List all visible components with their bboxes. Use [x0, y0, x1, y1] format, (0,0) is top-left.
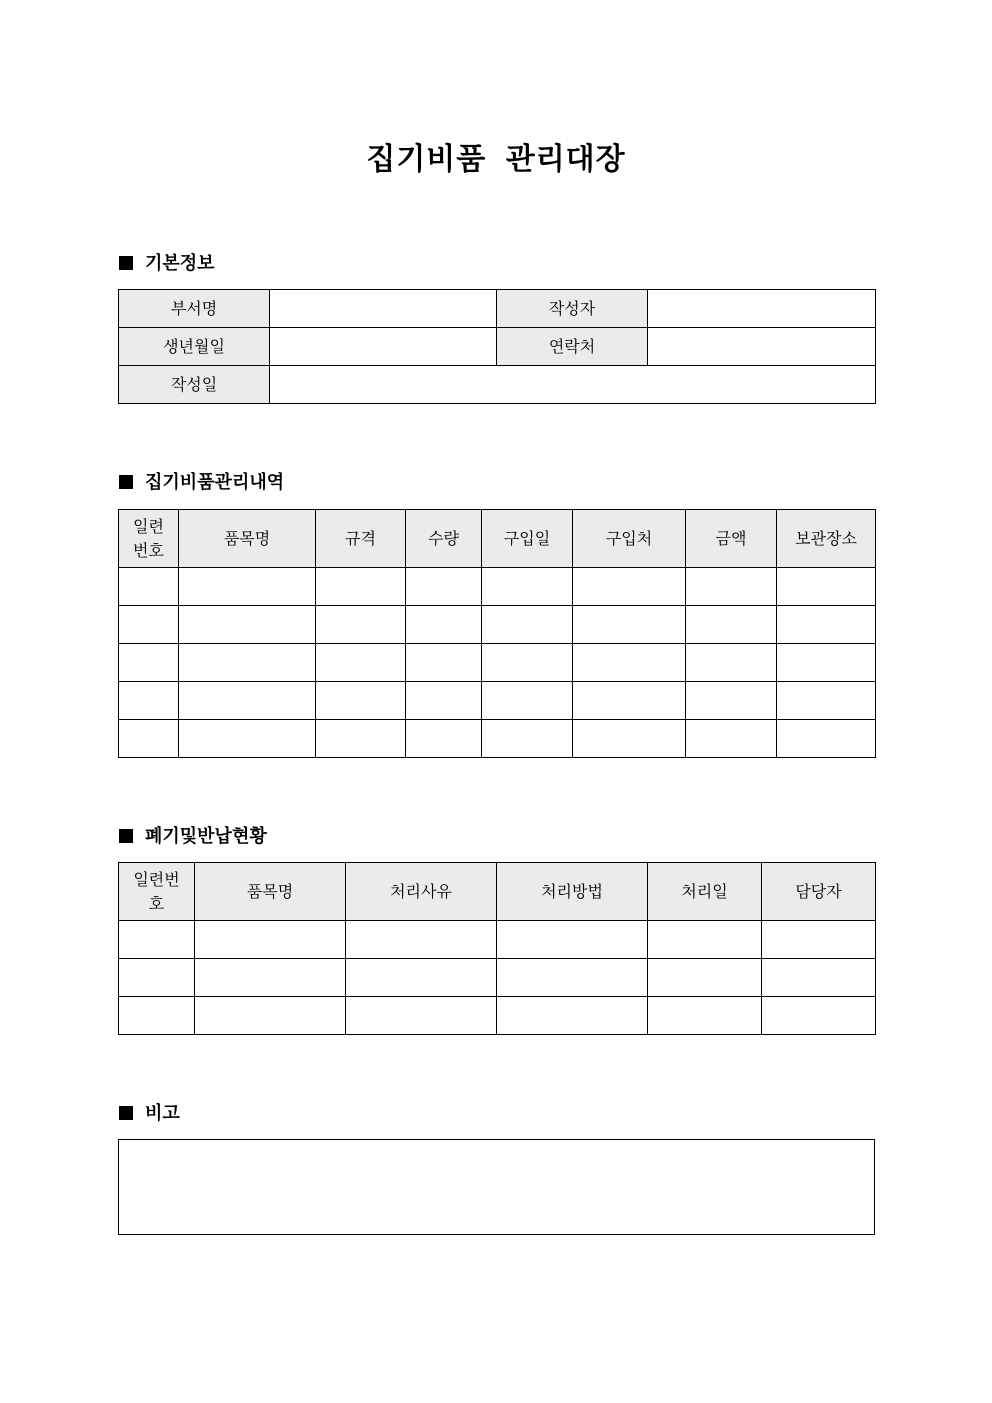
table-cell[interactable] — [777, 568, 876, 606]
table-cell[interactable] — [648, 997, 762, 1035]
table-cell[interactable] — [119, 644, 179, 682]
section-heading-disposal — [119, 825, 267, 849]
table-cell[interactable] — [406, 720, 482, 758]
contact-field[interactable] — [648, 328, 876, 366]
table-cell[interactable] — [119, 568, 179, 606]
table-cell[interactable] — [119, 606, 179, 644]
table-cell[interactable] — [316, 720, 406, 758]
table-cell[interactable] — [573, 644, 686, 682]
author-field[interactable] — [648, 290, 876, 328]
column-header-spec: 규격 — [316, 510, 406, 568]
table-cell[interactable] — [482, 606, 573, 644]
table-cell[interactable] — [195, 921, 346, 959]
column-header-method: 처리방법 — [497, 863, 648, 921]
column-header-purchase-date: 구입일 — [482, 510, 573, 568]
disposal-table — [118, 862, 876, 1035]
inventory-row — [119, 606, 876, 644]
table-cell[interactable] — [119, 959, 195, 997]
table-cell[interactable] — [762, 959, 876, 997]
table-cell[interactable] — [316, 644, 406, 682]
inventory-header-row — [119, 510, 876, 568]
author-label: 작성자 — [497, 290, 648, 328]
table-cell[interactable] — [573, 720, 686, 758]
birthdate-field[interactable] — [270, 328, 497, 366]
table-cell[interactable] — [179, 568, 316, 606]
table-cell[interactable] — [119, 720, 179, 758]
table-cell[interactable] — [573, 682, 686, 720]
table-cell[interactable] — [497, 921, 648, 959]
table-cell[interactable] — [482, 720, 573, 758]
basic-info-row — [119, 290, 876, 328]
contact-label: 연락처 — [497, 328, 648, 366]
section-heading-remarks-label: 비고 — [145, 1103, 180, 1124]
table-cell[interactable] — [179, 606, 316, 644]
table-cell[interactable] — [686, 682, 777, 720]
square-bullet-icon — [119, 829, 133, 843]
square-bullet-icon — [119, 475, 133, 489]
birthdate-label: 생년월일 — [119, 328, 270, 366]
table-cell[interactable] — [762, 921, 876, 959]
column-header-process-date: 처리일 — [648, 863, 762, 921]
table-cell[interactable] — [406, 568, 482, 606]
table-cell[interactable] — [777, 644, 876, 682]
table-cell[interactable] — [648, 959, 762, 997]
table-cell[interactable] — [686, 606, 777, 644]
disposal-row — [119, 997, 876, 1035]
table-cell[interactable] — [119, 997, 195, 1035]
table-cell[interactable] — [573, 568, 686, 606]
column-header-amount: 금액 — [686, 510, 777, 568]
basic-info-row — [119, 366, 876, 404]
table-cell[interactable] — [316, 606, 406, 644]
written-date-field[interactable] — [270, 366, 876, 404]
table-cell[interactable] — [346, 921, 497, 959]
section-heading-inventory — [119, 471, 284, 495]
table-cell[interactable] — [316, 568, 406, 606]
column-header-manager: 담당자 — [762, 863, 876, 921]
table-cell[interactable] — [119, 921, 195, 959]
disposal-row — [119, 959, 876, 997]
section-heading-inventory-label: 집기비품관리내역 — [145, 472, 285, 493]
table-cell[interactable] — [346, 959, 497, 997]
disposal-row — [119, 921, 876, 959]
basic-info-row — [119, 328, 876, 366]
inventory-row — [119, 720, 876, 758]
table-cell[interactable] — [497, 997, 648, 1035]
section-heading-disposal-label: 폐기및반납현황 — [145, 826, 267, 847]
column-header-vendor: 구입처 — [573, 510, 686, 568]
table-cell[interactable] — [316, 682, 406, 720]
table-cell[interactable] — [406, 644, 482, 682]
table-cell[interactable] — [346, 997, 497, 1035]
remarks-box[interactable] — [118, 1139, 875, 1235]
square-bullet-icon — [119, 1106, 133, 1120]
table-cell[interactable] — [179, 720, 316, 758]
table-cell[interactable] — [686, 720, 777, 758]
table-cell[interactable] — [497, 959, 648, 997]
table-cell[interactable] — [573, 606, 686, 644]
inventory-table — [118, 509, 876, 758]
inventory-row — [119, 568, 876, 606]
section-heading-remarks — [119, 1102, 180, 1126]
square-bullet-icon — [119, 256, 133, 270]
table-cell[interactable] — [119, 682, 179, 720]
table-cell[interactable] — [777, 720, 876, 758]
column-header-serial: 일련번 호 — [119, 863, 195, 921]
column-header-storage: 보관장소 — [777, 510, 876, 568]
table-cell[interactable] — [195, 997, 346, 1035]
inventory-row — [119, 682, 876, 720]
disposal-header-row — [119, 863, 876, 921]
table-cell[interactable] — [482, 682, 573, 720]
table-cell[interactable] — [406, 606, 482, 644]
table-cell[interactable] — [686, 568, 777, 606]
table-cell[interactable] — [648, 921, 762, 959]
column-header-reason: 처리사유 — [346, 863, 497, 921]
table-cell[interactable] — [482, 644, 573, 682]
table-cell[interactable] — [777, 682, 876, 720]
table-cell[interactable] — [406, 682, 482, 720]
written-date-label: 작성일 — [119, 366, 270, 404]
section-heading-basic — [119, 252, 215, 276]
table-cell[interactable] — [762, 997, 876, 1035]
column-header-serial: 일련 번호 — [119, 510, 179, 568]
column-header-quantity: 수량 — [406, 510, 482, 568]
table-cell[interactable] — [179, 682, 316, 720]
table-cell[interactable] — [686, 644, 777, 682]
basic-info-table — [118, 289, 876, 404]
page-title: 집기비품 관리대장 — [366, 142, 626, 177]
inventory-row — [119, 644, 876, 682]
department-label: 부서명 — [119, 290, 270, 328]
column-header-item-name: 품목명 — [179, 510, 316, 568]
column-header-item-name: 품목명 — [195, 863, 346, 921]
table-cell[interactable] — [179, 644, 316, 682]
department-field[interactable] — [270, 290, 497, 328]
table-cell[interactable] — [482, 568, 573, 606]
table-cell[interactable] — [195, 959, 346, 997]
table-cell[interactable] — [777, 606, 876, 644]
section-heading-basic-label: 기본정보 — [145, 253, 215, 274]
